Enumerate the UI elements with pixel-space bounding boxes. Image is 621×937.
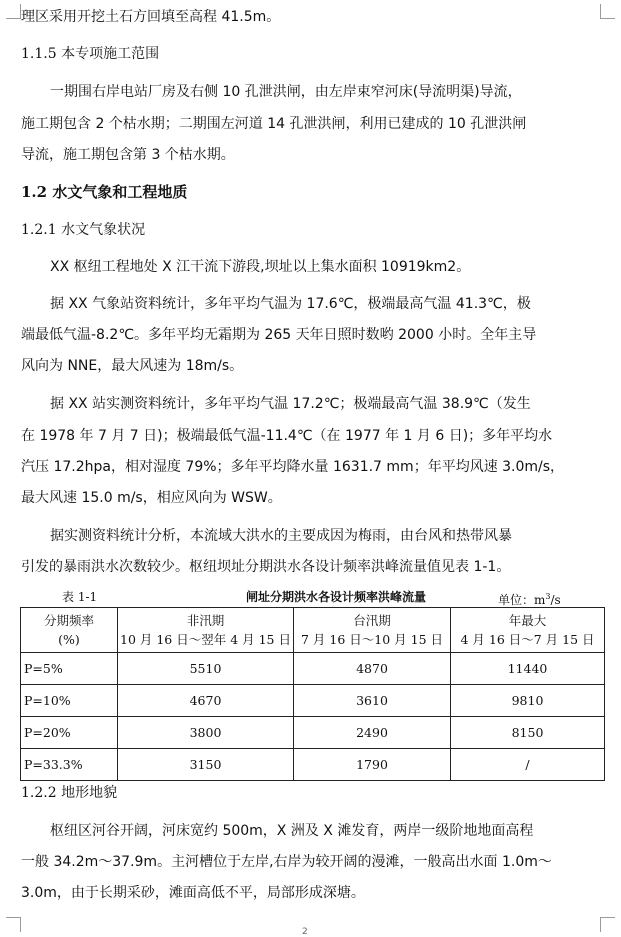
table-cell: 9810	[451, 685, 605, 717]
header-line-1: 台汛期	[353, 613, 391, 628]
body-text-line: 据 XX 站实测资料统计，多年平均气温 17.2℃；极端最高气温 38.9℃（发生	[50, 396, 531, 412]
table-cell: P=20%	[21, 717, 118, 749]
table-number: 表 1-1	[62, 590, 98, 604]
body-text-line: 端最低气温-8.2℃。多年平均无霜期为 265 天年日照时数哟 2000 小时。全年主导	[21, 327, 537, 343]
body-text-line: XX 枢纽工程地处 X 江干流下游段,坝址以上集水面积 10919km2。	[50, 259, 471, 275]
table-cell: /	[451, 749, 605, 781]
table-cell: 1790	[294, 749, 451, 781]
body-text-line: 据实测资料统计分析，本流域大洪水的主要成因为梅雨，由台风和热带风暴	[50, 528, 512, 544]
page-number: 2	[302, 927, 308, 937]
table-cell: P=5%	[21, 653, 118, 685]
body-text-line: 理区采用开挖土石方回填至高程 41.5m。	[21, 9, 281, 25]
table-title: 闸址分期洪水各设计频率洪峰流量	[246, 590, 427, 604]
table-cell: 2490	[294, 717, 451, 749]
table-header-row	[21, 608, 605, 653]
header-cell	[294, 608, 451, 653]
table-row	[21, 685, 605, 717]
page-corner-mark	[6, 917, 21, 932]
body-text-line: 汽压 17.2hpa，相对湿度 79%；多年平均降水量 1631.7 mm；年平均风速 3.0m/s，	[21, 459, 565, 475]
body-text-line: 引发的暴雨洪水次数较少。枢纽坝址分期洪水各设计频率洪峰流量值见表 1-1。	[21, 559, 511, 575]
body-text-line: 最大风速 15.0 m/s，相应风向为 WSW。	[21, 490, 282, 506]
header-cell	[118, 608, 294, 653]
page-corner-mark	[600, 4, 615, 19]
body-text-line: 在 1978 年 7 月 7 日)；极端最低气温-11.4℃（在 1977 年 1 月 6 日)；多年平均水	[21, 428, 553, 444]
header-line-1: 非汛期	[186, 613, 225, 628]
table-cell: 5510	[118, 653, 294, 685]
header-line-2: (%)	[58, 632, 80, 647]
table-unit-label: 单位：m	[498, 593, 546, 607]
table-cell: 3800	[118, 717, 294, 749]
body-text-line: 据 XX 气象站资料统计，多年平均气温为 17.6℃，极端最高气温 41.3℃，极	[50, 296, 531, 312]
table-cell: P=33.3%	[21, 749, 118, 781]
header-line-2: 7 月 16 日～10 月 15 日	[300, 632, 443, 647]
table-cell: 4870	[294, 653, 451, 685]
table-cell: 3150	[118, 749, 294, 781]
header-line-2: 10 月 16 日～翌年 4 月 15 日	[120, 632, 291, 647]
section-heading-1-2-1: 1.2.1 水文气象状况	[21, 222, 146, 238]
header-line-1: 分期频率	[43, 613, 94, 628]
table-unit-superscript: 3	[545, 592, 551, 601]
table-row	[21, 749, 605, 781]
table-cell: 8150	[451, 717, 605, 749]
table-cell: P=10%	[21, 685, 118, 717]
table-unit	[498, 589, 561, 608]
table-cell: 4670	[118, 685, 294, 717]
header-cell	[21, 608, 118, 653]
table-cell: 11440	[451, 653, 605, 685]
section-heading-1-1-5: 1.1.5 本专项施工范围	[21, 46, 160, 62]
body-text-line: 3.0m，由于长期采砂，滩面高低不平，局部形成深塘。	[21, 885, 365, 901]
section-heading-1-2: 1.2 水文气象和工程地质	[21, 183, 188, 201]
body-text-line: 枢纽区河谷开阔，河床宽约 500m，X 洲及 X 滩发育，两岸一级阶地地面高程	[50, 823, 534, 839]
table-unit-tail: /s	[550, 593, 561, 607]
body-text-line: 施工期包含 2 个枯水期；二期围左河道 14 孔泄洪闸，利用已建成的 10 孔泄洪闸	[21, 116, 527, 132]
table-cell: 3610	[294, 685, 451, 717]
header-cell	[451, 608, 605, 653]
section-heading-1-2-2: 1.2.2 地形地貌	[21, 785, 118, 801]
table-row	[21, 717, 605, 749]
body-text-line: 一期围右岸电站厂房及右侧 10 孔泄洪闸，由左岸束窄河床(导流明渠)导流，	[50, 84, 522, 100]
body-text-line: 导流，施工期包含第 3 个枯水期。	[21, 147, 235, 163]
page-corner-mark	[6, 4, 21, 19]
body-text-line: 一般 34.2m～37.9m。主河槽位于左岸,右岸为较开阔的漫滩，一般高出水面 1.0m～	[21, 854, 552, 870]
table-row	[21, 653, 605, 685]
header-line-2: 4 月 16 日～7 月 15 日	[460, 632, 595, 647]
body-text-line: 风向为 NNE，最大风速为 18m/s。	[21, 358, 244, 374]
header-line-1: 年最大	[508, 613, 547, 628]
flood-peak-table	[20, 607, 605, 781]
page-corner-mark	[600, 917, 615, 932]
